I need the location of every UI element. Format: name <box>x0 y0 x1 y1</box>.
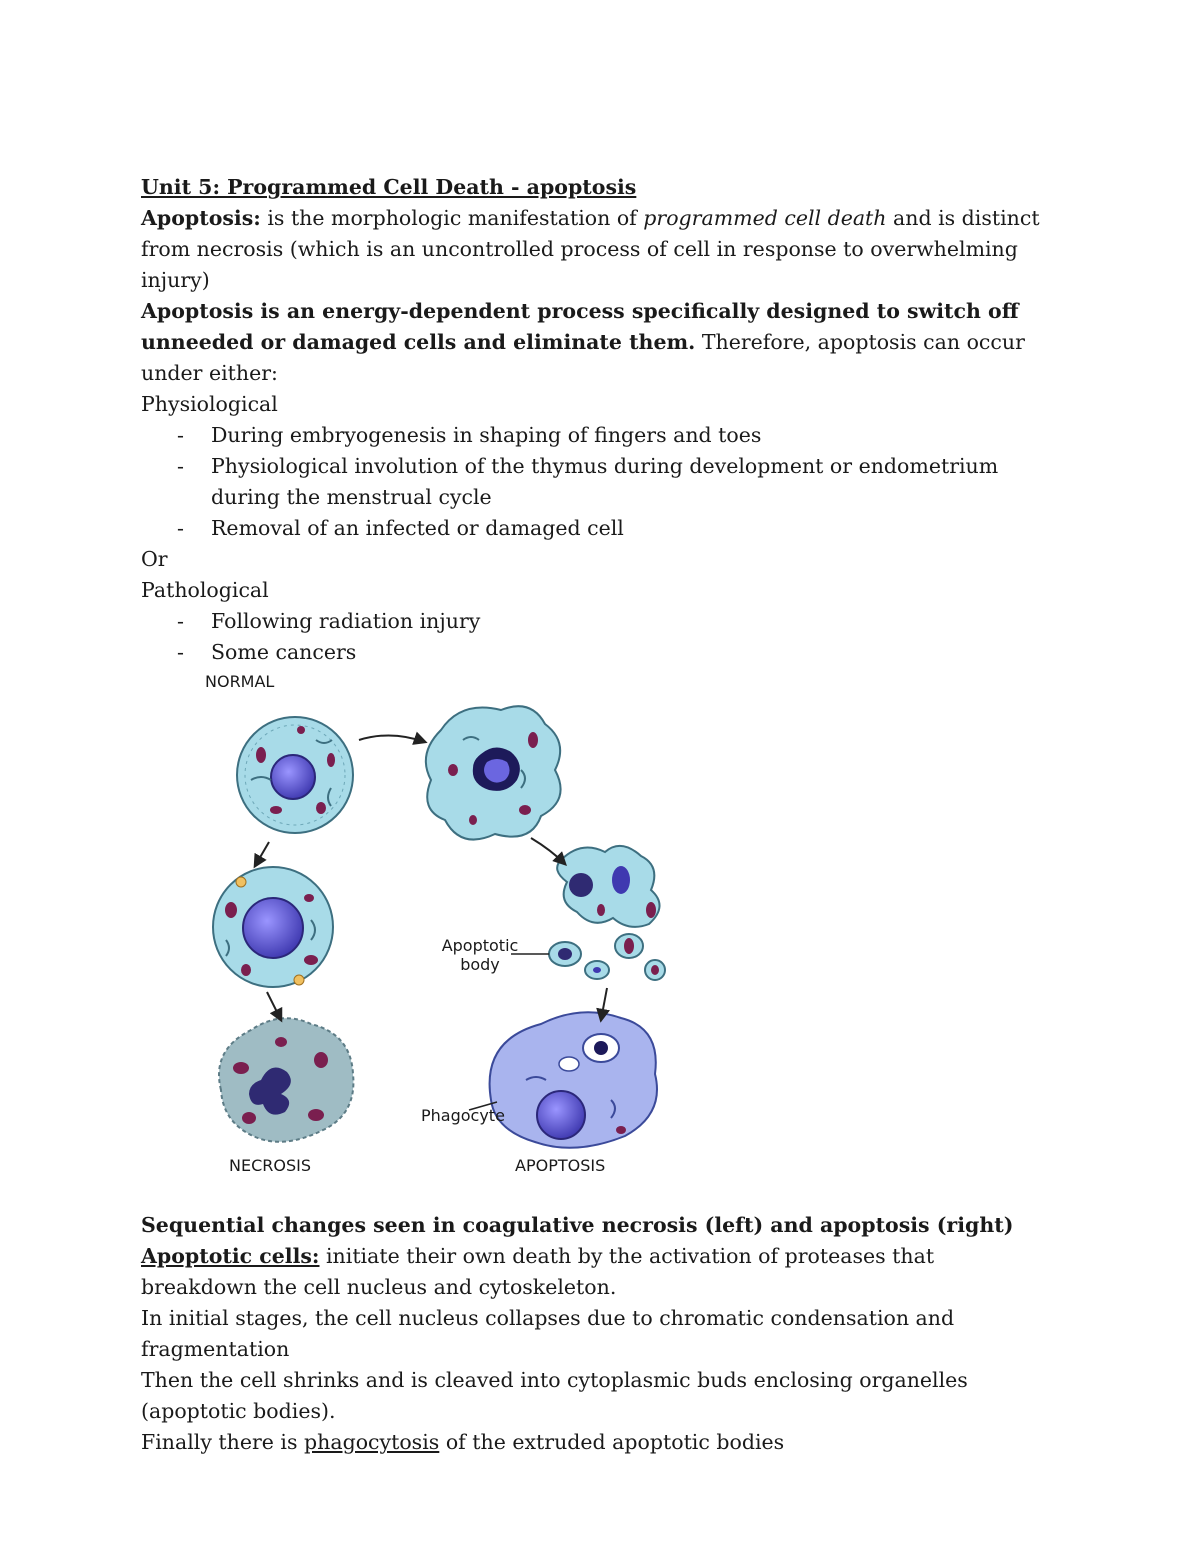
list-item: - During embryogenesis in shaping of fingers and toes <box>141 420 1041 451</box>
energy-statement-rest: Therefore, apoptosis can occur under either: <box>141 330 1025 385</box>
document-title: Unit 5: Programmed Cell Death - apoptosis <box>141 175 637 199</box>
label-necrosis: NECROSIS <box>229 1156 311 1175</box>
finally-text-b: of the extruded apoptotic bodies <box>439 1430 785 1454</box>
cell-death-diagram <box>181 670 741 1210</box>
phagocytosis-term: phagocytosis <box>304 1430 440 1454</box>
apoptosis-def-text-b: and is distinct from necrosis (which is an uncontrolled process of cell in response to overwhelming injury) <box>141 206 1040 292</box>
pathological-list <box>141 606 1041 668</box>
energy-statement-bold: Apoptosis is an energy-dependent process specifically designed to switch off unneeded or damaged cells and eliminate them. <box>141 299 1019 354</box>
initial-stages-text: In initial stages, the cell nucleus collapses due to chromatic condensation and fragmentation <box>141 1306 955 1361</box>
list-item: - Removal of an infected or damaged cell <box>141 513 1041 544</box>
programmed-cell-death-phrase: programmed cell death <box>643 206 887 230</box>
label-apoptotic-body-line2: body <box>460 955 500 974</box>
or-text: Or <box>141 547 168 571</box>
apoptotic-cells-term: Apoptotic cells: <box>141 1244 320 1268</box>
finally-text <box>141 1427 1041 1458</box>
pathological-heading: Pathological <box>141 578 269 602</box>
energy-statement <box>141 296 1041 389</box>
apoptosis-definition <box>141 203 1041 296</box>
label-phagocyte: Phagocyte <box>421 1106 505 1125</box>
apoptotic-cells-paragraph <box>141 1241 1041 1303</box>
physiological-heading: Physiological <box>141 392 278 416</box>
apoptosis-def-text-a: is the morphologic manifestation of <box>260 206 644 230</box>
necrosis-swollen-cell <box>213 867 333 987</box>
physiological-list <box>141 420 1041 544</box>
label-apoptotic-body-line1: Apoptotic <box>441 936 519 955</box>
list-item: - Some cancers <box>141 637 1041 668</box>
document-page <box>141 172 1041 1458</box>
phagocyte-cell <box>469 1012 657 1148</box>
necrosis-disrupted-cell <box>219 1018 353 1142</box>
normal-cell <box>237 717 353 833</box>
label-apoptosis: APOPTOSIS <box>515 1156 606 1175</box>
finally-text-a: Finally there is <box>141 1430 305 1454</box>
cell-shrinks-text: Then the cell shrinks and is cleaved into cytoplasmic buds enclosing organelles (apoptotic bodies). <box>141 1368 968 1423</box>
apoptotic-cells-text: initiate their own death by the activation of proteases that breakdown the cell nucleus and cytoskeleton. <box>141 1244 935 1299</box>
label-apoptotic-body <box>435 936 525 974</box>
list-item: - Physiological involution of the thymus during development or endometrium during the menstrual cycle <box>141 451 1041 513</box>
list-item: - Following radiation injury <box>141 606 1041 637</box>
figure-caption: Sequential changes seen in coagulative necrosis (left) and apoptosis (right) <box>141 1213 1014 1237</box>
apoptotic-bodies <box>511 846 665 980</box>
apoptosis-term: Apoptosis: <box>141 206 261 230</box>
apoptosis-shrinking-cell <box>426 706 561 839</box>
label-normal: NORMAL <box>205 672 275 691</box>
